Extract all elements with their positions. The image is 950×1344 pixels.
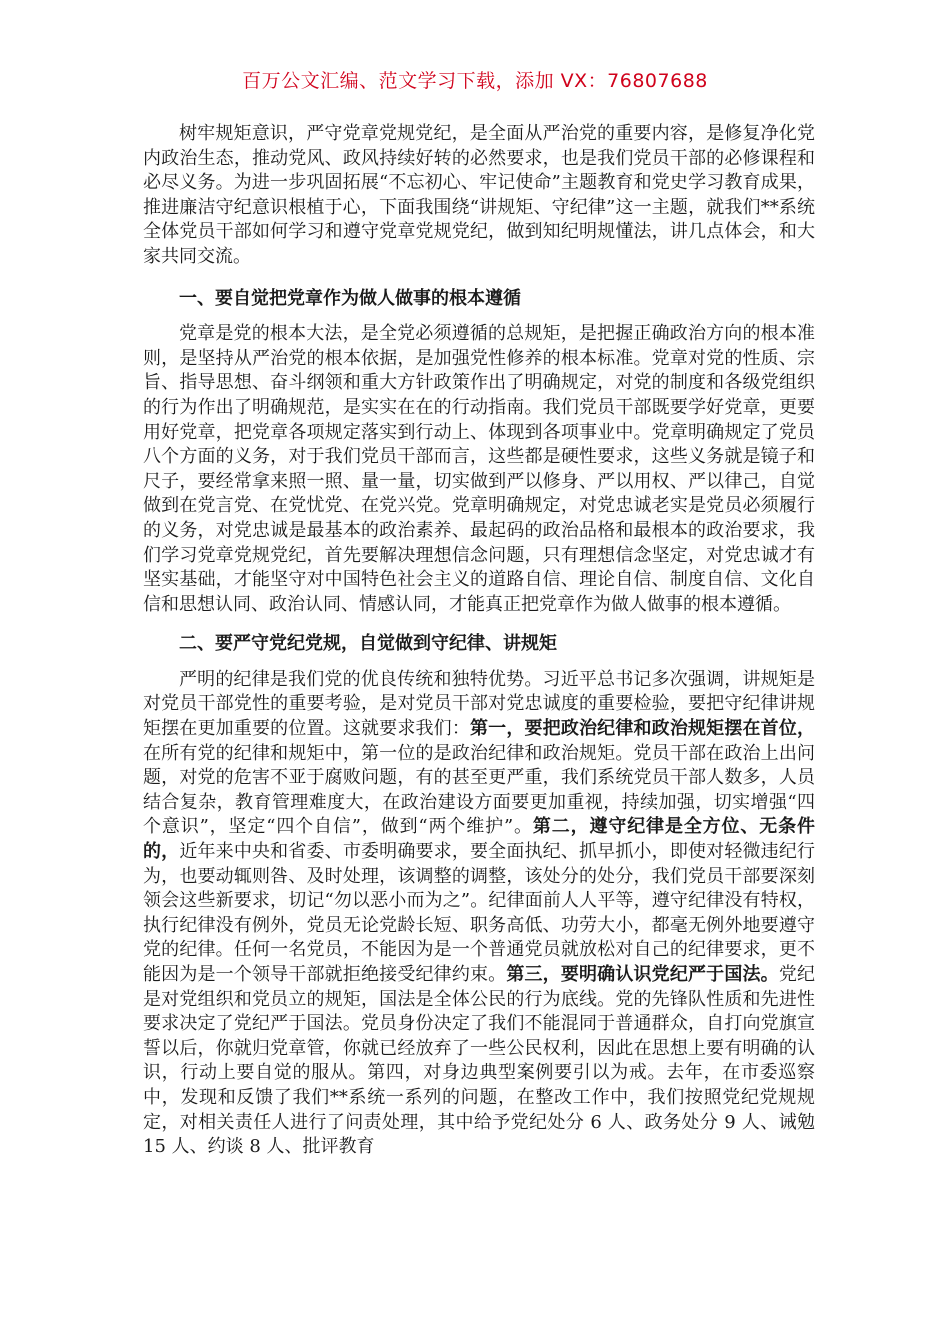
intro-paragraph: 树牢规矩意识，严守党章党规党纪，是全面从严治党的重要内容，是修复净化党内政治生态，推动党风、政风持续好转的必然要求，也是我们党员干部的必修课程和必尽义务。为进一步巩固拓展“不忘初心、牢记使命”主题教育和党史学习教育成果，推进廉洁守纪意识根植于心，下面我围绕“讲规矩、守纪律”这一主题，就我们**系统全体党员干部如何学习和遵守党章党规党纪，做到知纪明规懂法，讲几点体会，和大家共同交流。 <box>143 123 815 267</box>
section-2-text-2: 在所有党的纪律和规矩中，第一位的是政治纪律和政治规矩。党员干部在政治上出问题，对党的危害不亚于腐败问题，有的甚至更严重，我们系统党员干部人数多，人员结合复杂，教育管理难度大，在政治建设方面要更加重视，持续加强，切实增强“四个意识”，坚定“四个自信”，做到“两个维护”。 <box>143 742 815 838</box>
point-2-bold: 第二，遵守纪律是全方位、无条件的， <box>143 816 816 863</box>
section-2-text-3: 近年来中央和省委、市委明确要求，要全面执纪、抓早抓小，即使对轻微违纪行为，也要动辄则咎、及时处理，该调整的调整，该处分的处分，我们党员干部要深刻领会这些新要求，切记“勿以恶小而为之”。纪律面前人人平等，遵守纪律没有特权，执行纪律没有例外，党员无论党龄长短、职务高低、功劳大小，都毫无例外地要遵守党的纪律。任何一名党员，不能因为是一个普通党员就放松对自己的纪律要求，更不能因为是一个领导干部就拒绝接受纪律约束。 <box>143 841 816 985</box>
article-body <box>143 122 815 1160</box>
point-1-bold: 第一，要把政治纪律和政治规矩摆在首位， <box>470 718 815 740</box>
download-banner: 百万公文汇编、范文学习下载，添加 VX：76807688 <box>242 70 708 92</box>
point-3-bold: 第三，要明确认识党纪严于国法。 <box>506 964 779 985</box>
section-1-paragraph: 党章是党的根本大法，是全党必须遵循的总规矩，是把握正确政治方向的根本准则，是坚持从严治党的根本依据，是加强党性修养的根本标准。党章对党的性质、宗旨、指导思想、奋斗纲领和重大方针政策作出了明确规定，对党的制度和各级党组织的行为作出了明确规范，是实实在在的行动指南。我们党员干部既要学好党章，更要用好党章，把党章各项规定落实到行动上、体现到各项事业中。党章明确规定了党员八个方面的义务，对于我们党员干部而言，这些都是硬性要求，这些义务就是镜子和尺子，要经常拿来照一照、量一量，切实做到严以修身、严以用权、严以律己，自觉做到在党言党、在党忧党、在党兴党。党章明确规定，对党忠诚老实是党员必须履行的义务，对党忠诚是最基本的政治素养、最起码的政治品格和最根本的政治要求，我们学习党章党规党纪，首先要解决理想信念问题，只有理想信念坚定，对党忠诚才有坚实基础，才能坚守对中国特色社会主义的道路自信、理论自信、制度自信、文化自信和思想认同、政治认同、情感认同，才能真正把党章作为做人做事的根本遵循。 <box>143 323 815 615</box>
section-2-text-4: 党纪是对党组织和党员立的规矩，国法是全体公民的行为底线。党的先锋队性质和先进性要求决定了党纪严于国法。党员身份决定了我们不能混同于普通群众，自打向党旗宣誓以后，你就归党章管，你就已经放弃了一些公民权利，因此在思想上要有明确的认识，行动上要自觉的服从。第四，对身边典型案例要引以为戒。去年，在市委巡察中，发现和反馈了我们**系统一系列的问题，在整改工作中，我们按照党纪党规规定，对相关责任人进行了问责处理，其中给予党纪处分 6 人、政务处分 9 人、诫勉 15 人、约谈 8 人、批评教育 <box>143 964 816 1158</box>
section-heading-1: 一、要自觉把党章作为做人做事的根本遵循 <box>179 287 521 309</box>
section-heading-2: 二、要严守党纪党规，自觉做到守纪律、讲规矩 <box>179 633 557 655</box>
section-2-text-1: 严明的纪律是我们党的优良传统和独特优势。习近平总书记多次强调，讲规矩是对党员干部党性的重要考验，是对党员干部对党忠诚度的重要检验，要把守纪律讲规矩摆在更加重要的位置。这就要求我们： <box>143 668 815 740</box>
section-2-paragraph <box>143 668 815 1160</box>
